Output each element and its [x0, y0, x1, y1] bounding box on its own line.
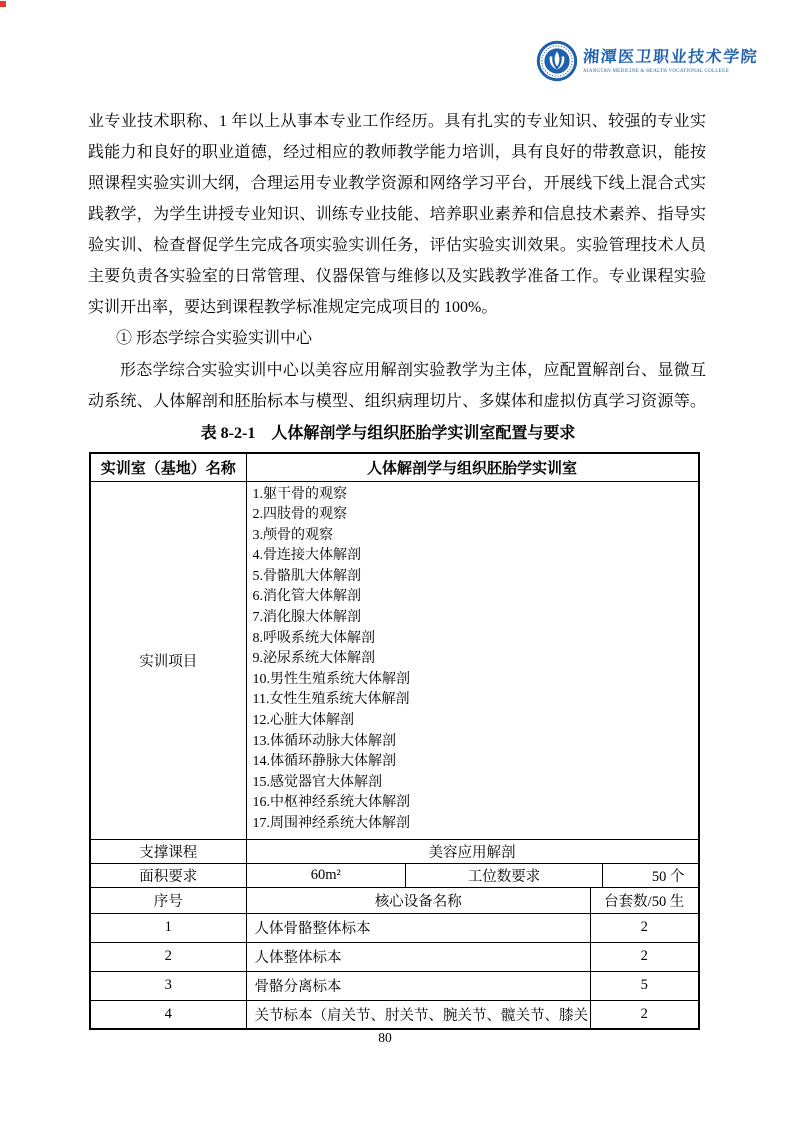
course-label: 支撑课程 [90, 839, 246, 863]
college-name-en: XIANGTAN MEDICINE & HEALTH VOCATIONAL COLLEGE [583, 68, 730, 74]
table-row [90, 971, 699, 1000]
table-row-training [90, 481, 699, 839]
equipment-row-qty: 2 [591, 942, 699, 971]
equipment-name-label: 核心设备名称 [246, 887, 591, 913]
area-value: 60m² [246, 863, 406, 887]
item-heading: ① 形态学综合实验实训中心 [116, 330, 313, 347]
equipment-row-no: 1 [90, 913, 246, 942]
body-paragraph-2: 形态学综合实验实训中心以美容应用解剖实验教学为主体，应配置解剖台、显微互 动系统、人体解剖和胚胎标本与模型、组织病理切片、多媒体和虚拟仿真学习资源等。 [88, 362, 706, 410]
page-number: 80 [378, 1030, 392, 1045]
table-row [90, 913, 699, 942]
table-row-course [90, 839, 699, 863]
spec-table [89, 452, 700, 1030]
table-row-header [90, 453, 699, 481]
training-label: 实训项目 [90, 481, 246, 839]
stations-label: 工位数要求 [406, 863, 603, 887]
stations-value: 50 个 [603, 863, 699, 887]
equipment-row-name: 骨骼分离标本 [246, 971, 591, 1000]
equipment-row-qty: 5 [591, 971, 699, 1000]
equipment-row-name: 人体整体标本 [246, 942, 591, 971]
equipment-row-name: 关节标本（肩关节、肘关节、腕关节、髋关节、膝关 [246, 1000, 591, 1029]
red-corner-mark [0, 1, 6, 7]
equipment-row-no: 3 [90, 971, 246, 1000]
area-label: 面积要求 [90, 863, 246, 887]
table-caption: 表 8-2-1 人体解剖学与组织胚胎学实训室配置与要求 [200, 425, 576, 442]
college-name-cn: 湘潭医卫职业技术学院 [582, 48, 759, 66]
room-name-value: 人体解剖学与组织胚胎学实训室 [246, 453, 699, 481]
college-logo-text [583, 49, 758, 74]
table-row-equipment-header [90, 887, 699, 913]
table-row-area [90, 863, 699, 887]
equipment-row-no: 4 [90, 1000, 246, 1029]
training-items-list: 1.躯干骨的观察 2.四肢骨的观察 3.颅骨的观察 4.骨连接大体解剖 5.骨骼肌大体解剖 6.消化管大体解剖 7.消化腺大体解剖 8.呼吸系统大体解剖 9.泌尿系统大体解剖 10.男性生殖系统大体解剖 11.女性生殖系统大体解剖 12.心脏大体解剖 13.体循环动脉大体解剖 14.体循环静脉大体解剖 15.感觉器官大体解剖 16.中枢神经系统大体解剖 17.周围神经系统大体解剖 [246, 481, 699, 839]
equipment-row-qty: 2 [591, 913, 699, 942]
table-row [90, 942, 699, 971]
equipment-no-label: 序号 [90, 887, 246, 913]
body-paragraph-1: 业专业技术职称、1 年以上从事本专业工作经历。具有扎实的专业知识、较强的专业实 践能力和良好的职业道德，经过相应的教师教学能力培训，具有良好的带教意识，能按 照课程实验实训大纲，合理运用专业教学资源和网络学习平台，开展线下线上混合式实 践教学，为学生讲授专业知识、训练专业技能、培养职业素养和信息技术素养、指导实 验实训、检查督促学生完成各项实验实训任务，评估实验实训效果。实验管理技术人员 主要负责各实验室的日常管理、仪器保管与维修以及实践教学准备工作。专业课程实验 实训开出率，要达到课程教学标准规定完成项目的 100%。 [88, 113, 706, 316]
equipment-row-no: 2 [90, 942, 246, 971]
college-seal-icon [536, 40, 578, 82]
equipment-row-qty: 2 [591, 1000, 699, 1029]
college-logo [536, 40, 758, 82]
equipment-qty-label: 台套数/50 生 [591, 887, 699, 913]
course-value: 美容应用解剖 [246, 839, 699, 863]
room-name-label: 实训室（基地）名称 [90, 453, 246, 481]
table-row [90, 1000, 699, 1029]
equipment-row-name: 人体骨骼整体标本 [246, 913, 591, 942]
